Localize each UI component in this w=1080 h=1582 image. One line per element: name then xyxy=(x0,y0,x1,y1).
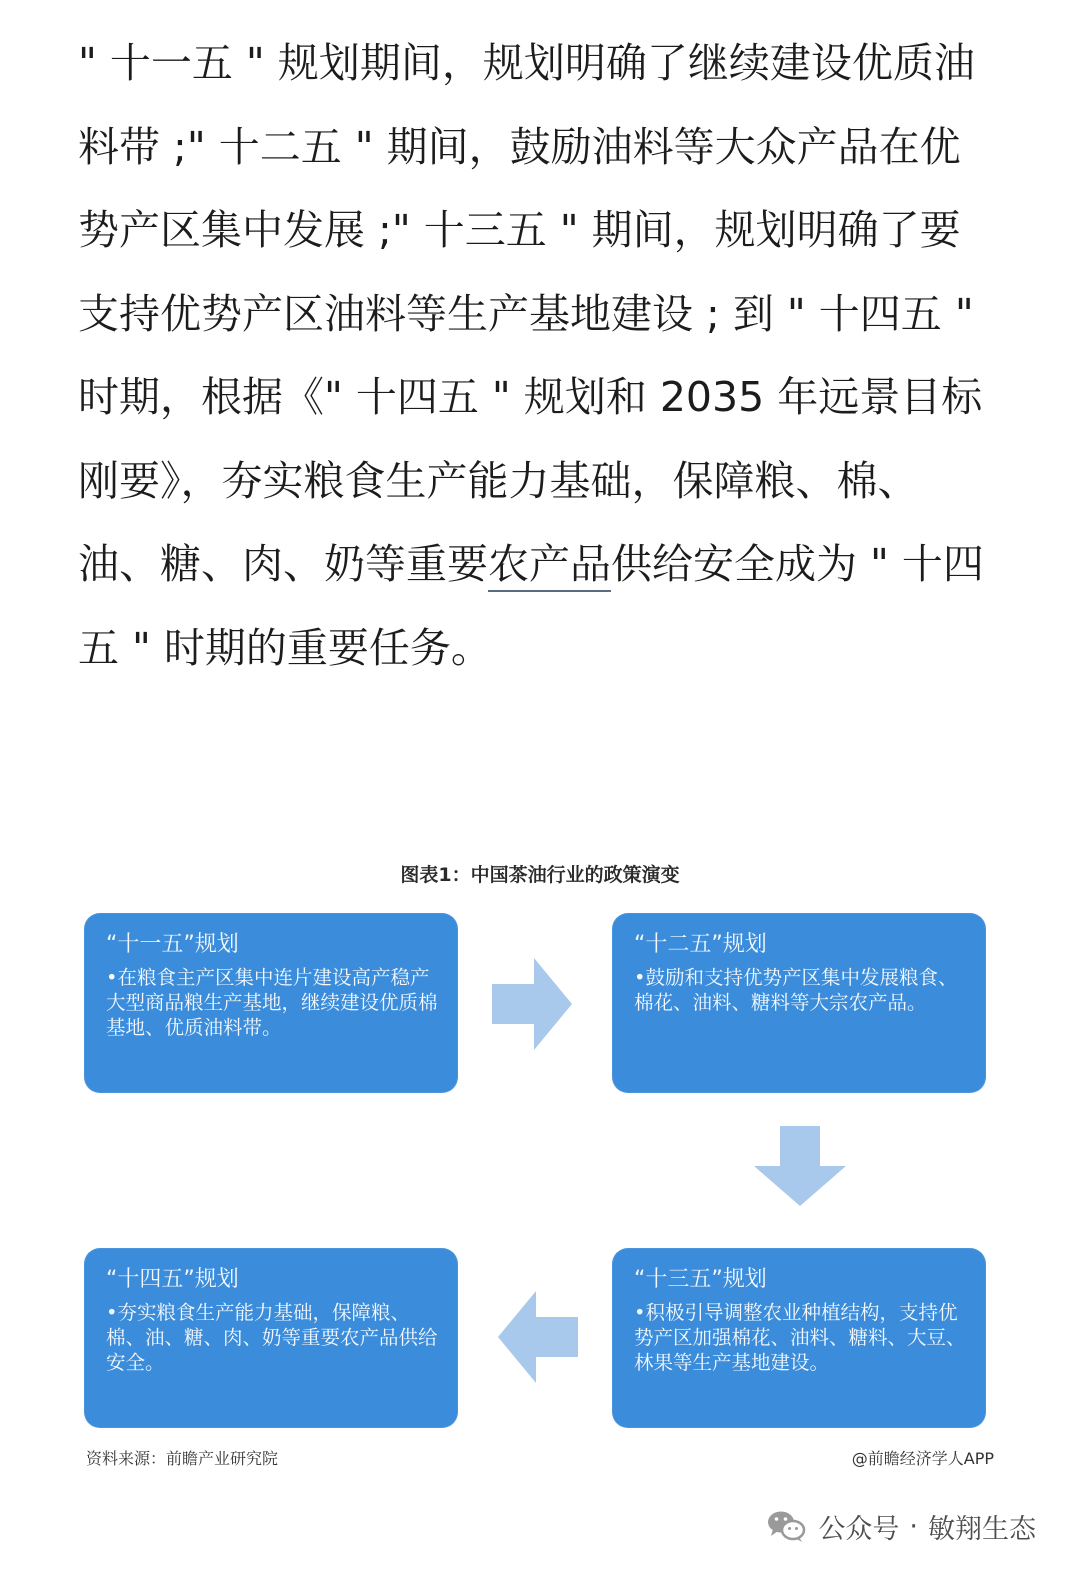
plan-box-desc: •积极引导调整农业种植结构，支持优势产区加强棉花、油料、糖料、大豆、林果等生产基地建设。 xyxy=(634,1301,966,1374)
footer-account-name: 敏翔生态 xyxy=(928,1513,1036,1545)
plan-box-title: “十三五”规划 xyxy=(634,1267,767,1292)
article-text-end: 供给安全成为 " 十四五 " 时期的重要任务。 xyxy=(78,540,984,672)
figure-title: 图表1：中国茶油行业的政策演变 xyxy=(400,864,680,886)
arrow-right-icon xyxy=(492,958,572,1050)
plan-box-title: “十四五”规划 xyxy=(106,1267,239,1292)
plan-box-13th xyxy=(612,1248,986,1428)
article-text-start: " 十一五 " 规划期间，规划明确了继续建设优质油料带 ;" 十二五 " 期间，鼓励油料等大众产品在优势产区集中发展 ;" 十三五 " 期间，规划明确了要支持优势产区油料等生产基地建设 ; 到 " 十四五 " 时期，根据《" 十四五 " 规划和 2035 年远景目标刚要》，夯实粮食生产能力基础，保障粮、棉、油、糖、肉、奶等重要 xyxy=(78,39,983,588)
plan-box-desc: •夯实粮食生产能力基础，保障粮、棉、油、糖、肉、奶等重要农产品供给安全。 xyxy=(106,1301,438,1374)
figure-credit: @前瞻经济学人APP xyxy=(851,1449,994,1468)
plan-box-12th xyxy=(612,913,986,1093)
plan-box-desc: •鼓励和支持优势产区集中发展粮食、棉花、油料、糖料等大宗农产品。 xyxy=(634,966,958,1014)
arrow-left-icon xyxy=(498,1291,578,1383)
plan-box-title: “十二五”规划 xyxy=(634,932,767,957)
figure-source: 资料来源：前瞻产业研究院 xyxy=(86,1449,279,1468)
footer-label: 公众号 xyxy=(818,1513,900,1545)
footer-separator: · xyxy=(909,1510,918,1542)
wechat-icon xyxy=(766,1509,806,1543)
plan-box-title: “十一五”规划 xyxy=(106,932,239,957)
agricultural-products-link[interactable]: 农产品 xyxy=(488,540,611,592)
plan-box-11th xyxy=(84,913,458,1093)
article-paragraph xyxy=(78,22,998,690)
plan-box-14th xyxy=(84,1248,458,1428)
arrow-down-icon xyxy=(754,1126,846,1206)
policy-evolution-figure xyxy=(78,850,1002,1490)
plan-box-desc: •在粮食主产区集中连片建设高产稳产大型商品粮生产基地，继续建设优质棉基地、优质油料带。 xyxy=(106,966,438,1039)
wechat-account-footer[interactable] xyxy=(766,1504,1036,1548)
